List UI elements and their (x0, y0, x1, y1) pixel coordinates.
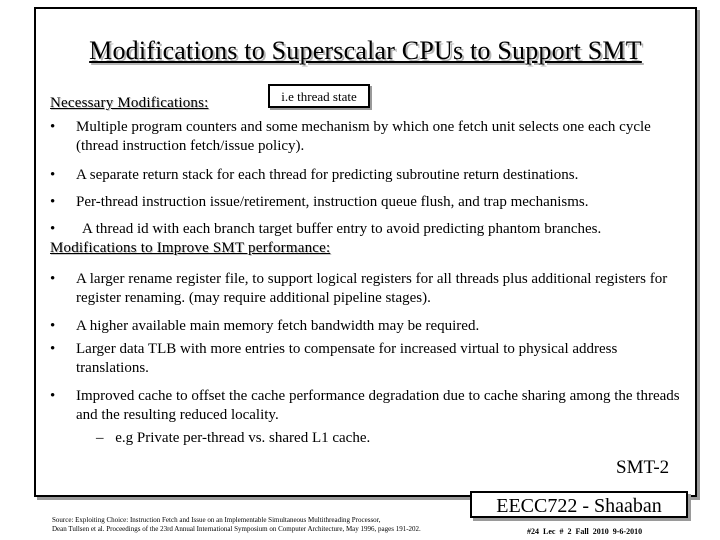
footer-lecture-info: #24 Lec # 2 Fall 2010 9-6-2010 (527, 527, 643, 536)
bullet-icon: • (50, 388, 56, 404)
list-item (50, 220, 690, 239)
thread-state-callout: i.e thread state (268, 84, 370, 108)
slide-title: Modifications to Superscalar CPUs to Support SMT (89, 36, 642, 65)
list-item-text: A higher available main memory fetch bandwidth may be required. (76, 318, 480, 334)
list-item-text: Multiple program counters and some mechanism by which one fetch unit selects one each cycle (thread instruction fetch/issue policy). (76, 119, 651, 154)
list-item (50, 166, 690, 185)
course-brand-box: EECC722 - Shaaban (470, 491, 688, 518)
source-citation (52, 516, 502, 534)
list-item (50, 270, 690, 308)
source-line-2: Dean Tullsen et al. Proceedings of the 23rd Annual International Symposium on Computer Architecture, May 1996, pages 191-202. (52, 525, 421, 533)
dash-icon: – (96, 430, 104, 446)
sub-list-item-text: e.g Private per-thread vs. shared L1 cache. (115, 430, 371, 446)
list-item (50, 387, 690, 425)
bullet-icon: • (50, 119, 56, 135)
improve-performance-heading: Modifications to Improve SMT performance: (50, 240, 331, 256)
list-item-text: Improved cache to offset the cache performance degradation due to cache sharing among the threads and the resulting reduced locality. (76, 388, 680, 423)
list-item-text: Per-thread instruction issue/retirement, instruction queue flush, and trap mechanisms. (76, 194, 589, 210)
bullet-icon: • (50, 271, 56, 287)
list-item (50, 317, 690, 336)
bullet-icon: • (50, 167, 56, 183)
list-item (50, 340, 690, 378)
list-item (50, 118, 690, 156)
sub-list-item (96, 429, 370, 448)
list-item-text: A separate return stack for each thread for predicting subroutine return destinations. (76, 167, 579, 183)
bullet-icon: • (50, 194, 56, 210)
necessary-modifications-heading: Necessary Modifications: (50, 95, 209, 111)
list-item (50, 193, 690, 212)
bullet-icon: • (50, 341, 56, 357)
list-item-text: Larger data TLB with more entries to compensate for increased virtual to physical address translations. (76, 341, 618, 376)
bullet-icon: • (50, 318, 56, 334)
bullet-icon: • (50, 221, 56, 237)
list-item-text: A thread id with each branch target buffer entry to avoid predicting phantom branches. (82, 221, 602, 237)
slide-number: SMT-2 (616, 457, 670, 478)
source-line-1: Source: Exploiting Choice: Instruction Fetch and Issue on an Implementable Simultaneous Multithreading Processor, (52, 516, 381, 524)
list-item-text: A larger rename register file, to support logical registers for all threads plus additional registers for register renaming. (may require additional pipeline stages). (76, 271, 668, 306)
